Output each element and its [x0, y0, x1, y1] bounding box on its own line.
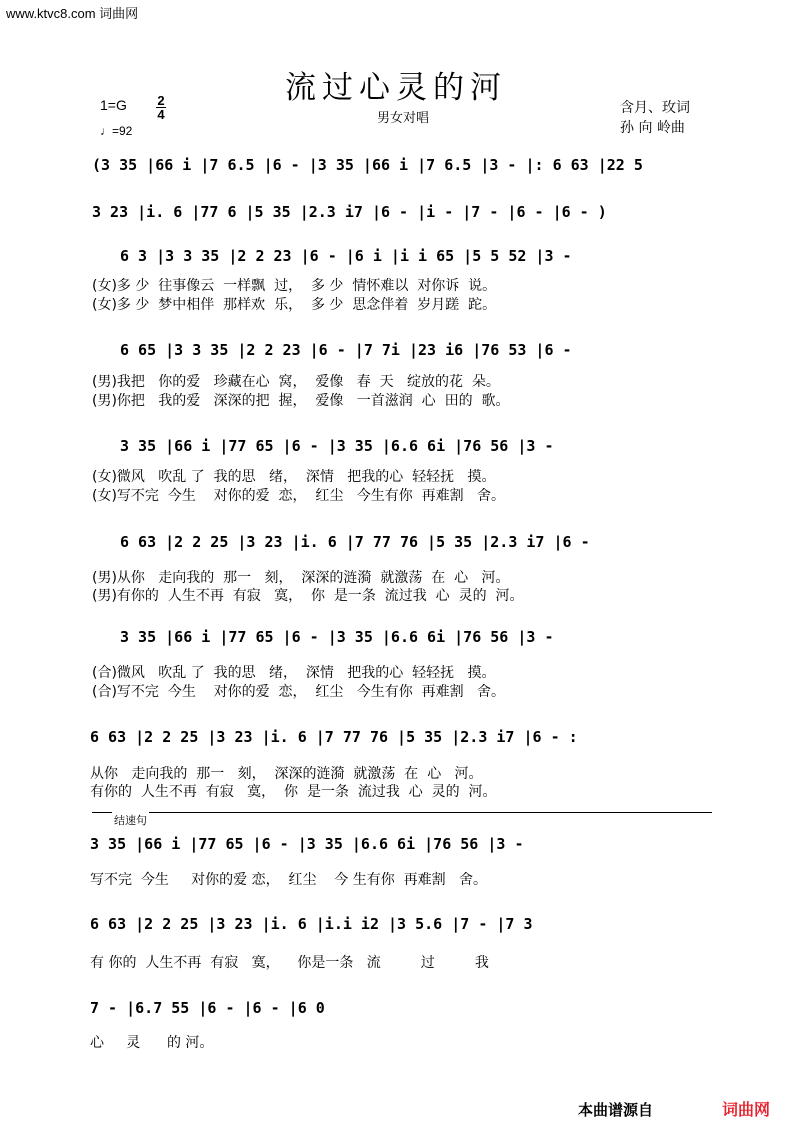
intro-notes-2: 3 23 |i. 6 |77 6 |5 35 |2.3 i7 |6 - |i - |7 - |6 - |6 - ) [92, 203, 607, 221]
system-1-lyric-1: (女)多 少 往事像云 一样飘 过， 多 少 情怀难以 对你诉 说。 [92, 278, 497, 294]
time-bottom: 4 [157, 107, 165, 122]
system-6-notes: 6 63 |2 2 25 |3 23 |i. 6 |7 77 76 |5 35 |2.3 i7 |6 - : [90, 728, 578, 746]
system-1-notes: 6 3 |3 3 35 |2 2 23 |6 - |6 i |i i 65 |5 5 52 |3 - [120, 247, 572, 265]
system-4-lyric-1: (男)从你 走向我的 那一 刻， 深深的涟漪 就激荡 在 心 河。 [92, 570, 510, 586]
system-5-lyric-2: (合)写不完 今生 对你的爱 恋， 红尘 今生有你 再难割 舍。 [92, 684, 506, 700]
page-title: 流过心灵的河 [285, 70, 507, 106]
system-4-notes: 6 63 |2 2 25 |3 23 |i. 6 |7 77 76 |5 35 |2.3 i7 |6 - [120, 533, 590, 551]
key-signature: 1=G [100, 97, 127, 113]
site-watermark: www.ktvc8.com 词曲网 [6, 6, 139, 21]
coda-lyric-2: 有 你的 人生不再 有寂 寞， 你是一条 流 过 我 [90, 955, 489, 971]
coda-notes-2: 6 63 |2 2 25 |3 23 |i. 6 |i.i i2 |3 5.6 |7 - |7 3 [90, 915, 533, 933]
footer-source: 本曲谱源自 [578, 1101, 654, 1119]
coda-notes-1: 3 35 |66 i |77 65 |6 - |3 35 |6.6 6i |76 56 |3 - [90, 835, 524, 853]
coda-lyric-1: 写不完 今生 对你的爱 恋， 红尘 今 生有你 再难割 舍。 [90, 872, 488, 888]
coda-bracket [92, 812, 712, 821]
coda-notes-3: 7 - |6.7 55 |6 - |6 - |6 0 [90, 999, 325, 1017]
system-2-lyric-2: (男)你把 我的爱 深深的把 握， 爱像 一首滋润 心 田的 歌。 [92, 393, 510, 409]
system-6-lyric-2: 有你的 人生不再 有寂 寞， 你 是一条 流过我 心 灵的 河。 [90, 784, 497, 800]
lyricist: 含月、玫词 [620, 100, 690, 116]
intro-notes-1: (3 35 |66 i |7 6.5 |6 - |3 35 |66 i |7 6.5 |3 - |: 6 63 |22 5 [92, 156, 643, 174]
system-2-notes: 6 65 |3 3 35 |2 2 23 |6 - |7 7i |23 i6 |76 53 |6 - [120, 341, 572, 359]
system-1-lyric-2: (女)多 少 梦中相伴 那样欢 乐， 多 少 思念伴着 岁月蹉 跎。 [92, 297, 497, 313]
subtitle: 男女对唱 [377, 111, 430, 126]
system-3-lyric-2: (女)写不完 今生 对你的爱 恋， 红尘 今生有你 再难割 舍。 [92, 488, 506, 504]
system-6-lyric-1: 从你 走向我的 那一 刻， 深深的涟漪 就激荡 在 心 河。 [90, 766, 483, 782]
system-2-lyric-1: (男)我把 你的爱 珍藏在心 窝， 爱像 春 天 绽放的花 朵。 [92, 374, 500, 390]
system-5-lyric-1: (合)微风 吹乱 了 我的思 绪， 深情 把我的心 轻轻抚 摸。 [92, 665, 496, 681]
composer: 孙 向 岭曲 [620, 120, 685, 136]
system-4-lyric-2: (男)有你的 人生不再 有寂 寞， 你 是一条 流过我 心 灵的 河。 [92, 588, 524, 604]
coda-lyric-3: 心 灵 的 河。 [90, 1035, 214, 1051]
credits [620, 98, 690, 138]
footer-logo[interactable]: 词曲网 [722, 1100, 771, 1119]
time-signature [156, 94, 166, 121]
time-top: 2 [157, 93, 165, 108]
system-3-lyric-1: (女)微风 吹乱 了 我的思 绪， 深情 把我的心 轻轻抚 摸。 [92, 469, 496, 485]
tempo-marking: ♩=92 [100, 124, 133, 138]
system-3-notes: 3 35 |66 i |77 65 |6 - |3 35 |6.6 6i |76 56 |3 - [120, 437, 554, 455]
system-5-notes: 3 35 |66 i |77 65 |6 - |3 35 |6.6 6i |76 56 |3 - [120, 628, 554, 646]
coda-label: 结速句 [114, 814, 147, 827]
